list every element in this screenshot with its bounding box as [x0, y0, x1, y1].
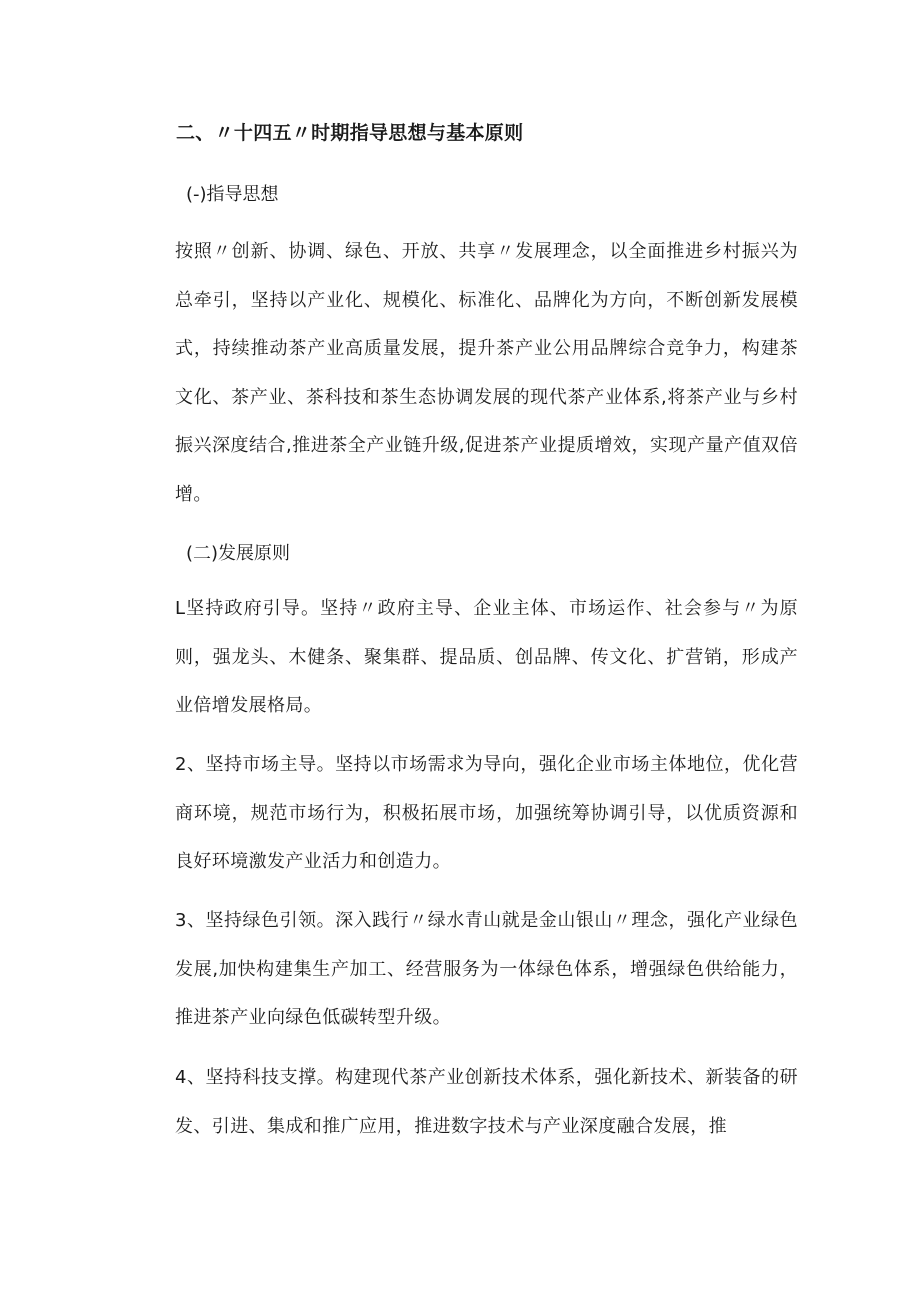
subsection-title-guiding-ideology: (-)指导思想 [186, 184, 279, 205]
subsection-title-principles: (二)发展原则 [186, 543, 291, 564]
paragraph-text: L坚持政府引导。坚持〃政府主导、企业主体、市场运作、社会参与〃为原则，强龙头、木健条、聚集群、提品质、创品牌、传文化、扩营销，形成产业倍增发展格局。 [175, 598, 798, 716]
paragraph-text: 按照〃创新、协调、绿色、开放、共享〃发展理念，以全面推进乡村振兴为总牵引，坚持以产业化、规模化、标准化、品牌化为方向，不断创新发展模式，持续推动茶产业高质量发展，提升茶产业公用品牌综合竞争力，构建茶文化、茶产业、茶科技和茶生态协调发展的现代茶产业体系,将茶产业与乡村振兴深度结合,推进茶全产业链升级,促进茶产业提质增效，实现产量产值双倍增。 [175, 241, 798, 505]
principle-4-paragraph [133, 1054, 798, 1151]
guiding-ideology-paragraph [133, 228, 798, 519]
principle-3-paragraph [133, 897, 798, 1043]
paragraph-text: 3、坚持绿色引领。深入践行〃绿水青山就是金山银山〃理念，强化产业绿色发展,加快构建集生产加工、经营服务为一体绿色体系，增强绿色供给能力，推进茶产业向绿色低碳转型升级。 [175, 910, 798, 1028]
principle-1-paragraph [133, 585, 798, 731]
section-heading: 二、〃十四五〃时期指导思想与基本原则 [176, 122, 524, 144]
paragraph-text: 4、坚持科技支撑。构建现代茶产业创新技术体系，强化新技术、新装备的研发、引进、集成和推广应用，推进数字技术与产业深度融合发展，推 [175, 1067, 798, 1137]
paragraph-text: 2、坚持市场主导。坚持以市场需求为导向，强化企业市场主体地位，优化营商环境，规范市场行为，积极拓展市场，加强统筹协调引导，以优质资源和良好环境激发产业活力和创造力。 [175, 754, 798, 872]
principle-2-paragraph [133, 741, 798, 887]
